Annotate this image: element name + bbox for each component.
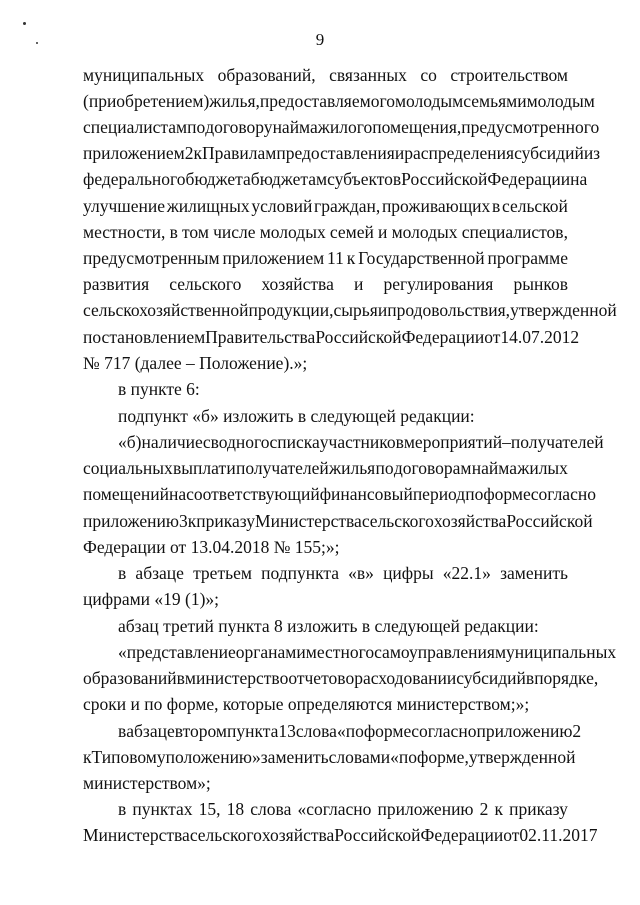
- word: к: [187, 511, 197, 531]
- word: Типовому: [91, 747, 166, 767]
- word: со: [420, 65, 437, 85]
- word: в: [118, 799, 127, 819]
- word: и: [517, 91, 527, 111]
- word: сельской: [501, 196, 568, 216]
- word: «в»: [348, 563, 374, 583]
- word: 3: [178, 511, 188, 531]
- word: Федерации: [420, 825, 504, 845]
- word: строительством: [450, 65, 568, 85]
- word: пунктах: [132, 799, 193, 819]
- word: сводного: [202, 432, 270, 452]
- word: сельского: [169, 274, 242, 294]
- word: от: [503, 825, 520, 845]
- word: найма: [272, 117, 318, 137]
- word: согласно: [411, 721, 477, 741]
- word: приложением: [222, 248, 325, 268]
- text-line: сроки и по форме, которые определяются министерством;»;: [83, 694, 530, 714]
- word: молодых: [391, 222, 458, 242]
- word: по: [465, 484, 484, 504]
- word: 15,: [198, 799, 221, 819]
- word: местного: [305, 642, 375, 662]
- word: Правительства: [205, 327, 316, 347]
- text-line: [83, 142, 601, 164]
- text-line: [83, 824, 598, 846]
- word: продукции,: [248, 300, 334, 320]
- text-line: [83, 247, 568, 269]
- text-line: Федерации от 13.04.2018 № 155;»;: [83, 537, 340, 557]
- text-line: [83, 667, 599, 689]
- word: из: [583, 143, 601, 163]
- word: расходовании: [354, 668, 457, 688]
- word: субсидий: [514, 143, 584, 163]
- word: утвержденной: [468, 747, 576, 767]
- word: «представление: [118, 642, 236, 662]
- word: и: [378, 222, 388, 242]
- word: продовольствия,: [387, 300, 511, 320]
- word: семьям: [463, 91, 518, 111]
- word: распределения: [404, 143, 515, 163]
- word: и: [377, 300, 388, 320]
- word: к: [83, 747, 92, 767]
- word: образований: [83, 668, 177, 688]
- word: пункта: [227, 721, 279, 741]
- page-number: 9: [315, 30, 325, 49]
- word: 11: [327, 248, 344, 268]
- word: связанных: [329, 65, 407, 85]
- word: Правилам: [202, 143, 277, 163]
- word: период: [412, 484, 466, 504]
- word: министерство: [184, 668, 289, 688]
- word: заменить: [260, 747, 329, 767]
- word: третьем: [193, 563, 252, 583]
- word: и: [394, 143, 405, 163]
- word: жилых: [517, 458, 568, 478]
- word: субсидий: [456, 668, 526, 688]
- word: форме: [363, 721, 412, 741]
- word: сельскохозяйственной: [83, 300, 249, 320]
- word: Федерации: [487, 169, 571, 189]
- word: сельского: [361, 511, 434, 531]
- word: «согласно: [297, 799, 372, 819]
- word: хозяйства: [433, 511, 507, 531]
- word: в: [118, 721, 127, 741]
- word: хозяйства: [261, 825, 335, 845]
- word: форме,: [417, 747, 469, 767]
- word: предусмотренного: [461, 117, 600, 137]
- text-line: [83, 168, 588, 190]
- word: приложению: [476, 721, 573, 741]
- word: абзаце: [135, 563, 184, 583]
- word: финансовый: [319, 484, 413, 504]
- word: получателей: [510, 432, 604, 452]
- word: договорам: [393, 458, 472, 478]
- word: Российской: [401, 169, 488, 189]
- word: выплат: [173, 458, 227, 478]
- word: участников: [319, 432, 404, 452]
- word: 13: [278, 721, 296, 741]
- text-line: [83, 195, 568, 217]
- word: –: [502, 432, 511, 452]
- word: предусмотренным: [83, 248, 220, 268]
- word: развития: [83, 274, 150, 294]
- word: рынков: [513, 274, 568, 294]
- word: словами: [328, 747, 391, 767]
- word: к: [494, 799, 504, 819]
- word: форме: [483, 484, 531, 504]
- word: 02.11.2017: [519, 825, 598, 845]
- word: «22.1»: [442, 563, 491, 583]
- word: сельского: [189, 825, 262, 845]
- word: числе: [213, 222, 256, 242]
- text-line: министерством»;: [83, 773, 211, 793]
- text-line: [118, 562, 568, 584]
- word: «б): [118, 432, 142, 452]
- word: заменить: [500, 563, 568, 583]
- text-line: [83, 64, 568, 86]
- word: наличие: [141, 432, 203, 452]
- word: к: [346, 248, 356, 268]
- word: Государственной: [358, 248, 485, 268]
- word: списка: [269, 432, 320, 452]
- word: молодым: [394, 91, 464, 111]
- word: предоставления: [276, 143, 395, 163]
- word: самоуправления: [374, 642, 495, 662]
- word: бюджета: [185, 169, 251, 189]
- word: молодым: [526, 91, 595, 111]
- word: положению»: [165, 747, 261, 767]
- word: жилья: [329, 458, 376, 478]
- word: Российской: [506, 511, 593, 531]
- word: приложением: [83, 143, 185, 163]
- word: муниципальных: [83, 65, 205, 85]
- scan-speck: [23, 22, 26, 25]
- word: цифры: [383, 563, 434, 583]
- word: жилищных: [166, 196, 250, 216]
- text-line: в пункте 6:: [118, 379, 200, 399]
- word: о: [345, 668, 355, 688]
- text-line: [118, 720, 582, 742]
- word: получателей: [235, 458, 329, 478]
- word: приказу: [196, 511, 256, 531]
- word: помещения,: [372, 117, 462, 137]
- text-line: [83, 457, 568, 479]
- word: «по: [390, 747, 418, 767]
- word: слова: [250, 799, 292, 819]
- word: приложению: [377, 799, 474, 819]
- word: местности,: [83, 222, 166, 242]
- word: «по: [336, 721, 364, 741]
- text-line: [83, 510, 593, 532]
- word: отчетов: [288, 668, 346, 688]
- word: слова: [295, 721, 337, 741]
- word: предоставляемого: [259, 91, 395, 111]
- text-line: [83, 116, 600, 138]
- word: и: [353, 274, 364, 294]
- word: 2: [479, 799, 489, 819]
- word: специалистам: [83, 117, 188, 137]
- word: мероприятий: [403, 432, 503, 452]
- word: на: [570, 169, 588, 189]
- text-line: [118, 798, 568, 820]
- word: 2: [572, 721, 582, 741]
- word: бюджетам: [250, 169, 328, 189]
- word: в: [492, 196, 501, 216]
- word: Министерства: [255, 511, 362, 531]
- word: в: [176, 668, 185, 688]
- word: помещений: [83, 484, 169, 504]
- word: Федерации: [401, 327, 485, 347]
- word: улучшение: [83, 196, 166, 216]
- word: Российской: [315, 327, 402, 347]
- text-line: подпункт «б» изложить в следующей редакции:: [118, 406, 475, 426]
- word: Российской: [334, 825, 421, 845]
- word: том: [182, 222, 209, 242]
- word: регулирования: [383, 274, 494, 294]
- word: подпункта: [261, 563, 339, 583]
- word: по: [375, 458, 394, 478]
- word: семей: [329, 222, 374, 242]
- word: органами: [235, 642, 306, 662]
- text-line: [83, 326, 580, 348]
- word: жилого: [317, 117, 373, 137]
- word: социальных: [83, 458, 173, 478]
- word: согласно: [530, 484, 596, 504]
- word: по: [187, 117, 206, 137]
- text-line: [118, 431, 604, 453]
- word: Министерства: [83, 825, 190, 845]
- word: федерального: [83, 169, 186, 189]
- word: программе: [487, 248, 568, 268]
- text-line: [83, 90, 595, 112]
- word: от: [484, 327, 501, 347]
- word: молодых: [259, 222, 326, 242]
- word: втором: [174, 721, 227, 741]
- word: к: [193, 143, 202, 163]
- word: в: [169, 222, 178, 242]
- word: в: [525, 668, 535, 688]
- word: специалистов,: [461, 222, 568, 242]
- word: жилья,: [209, 91, 260, 111]
- word: абзаце: [126, 721, 175, 741]
- word: 2: [184, 143, 194, 163]
- word: 14.07.2012: [500, 327, 580, 347]
- word: условий: [251, 196, 313, 216]
- word: (приобретением): [83, 91, 210, 111]
- text-line: [83, 273, 568, 295]
- word: сырья: [333, 300, 378, 320]
- word: соответствующий: [186, 484, 320, 504]
- word: договору: [205, 117, 273, 137]
- word: проживающих: [381, 196, 491, 216]
- word: утвержденной: [510, 300, 617, 320]
- word: образований,: [217, 65, 316, 85]
- text-line: № 717 (далее – Положение).»;: [83, 353, 308, 373]
- word: приложению: [83, 511, 179, 531]
- text-line: [83, 746, 576, 768]
- text-line: [83, 221, 568, 243]
- word: 18: [226, 799, 245, 819]
- word: субъектов: [327, 169, 402, 189]
- text-line: цифрами «19 (1)»;: [83, 589, 220, 609]
- word: в: [118, 563, 127, 583]
- text-line: абзац третий пункта 8 изложить в следующей редакции:: [118, 616, 539, 636]
- word: порядке,: [534, 668, 599, 688]
- word: и: [226, 458, 236, 478]
- text-line: [83, 299, 617, 321]
- word: приказу: [509, 799, 568, 819]
- word: на: [168, 484, 187, 504]
- text-line: [83, 483, 596, 505]
- text-line: [118, 641, 617, 663]
- word: хозяйства: [261, 274, 334, 294]
- word: постановлением: [83, 327, 206, 347]
- word: граждан,: [314, 196, 381, 216]
- word: найма: [471, 458, 517, 478]
- word: муниципальных: [494, 642, 617, 662]
